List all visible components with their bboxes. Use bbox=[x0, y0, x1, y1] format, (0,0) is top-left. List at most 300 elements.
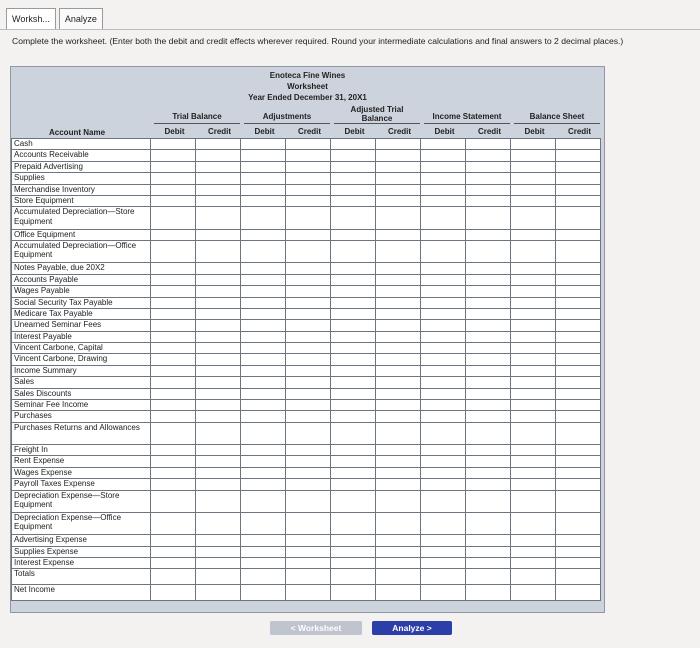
credit-input-cell[interactable] bbox=[556, 569, 601, 585]
credit-input-cell[interactable] bbox=[556, 150, 601, 161]
credit-input-cell[interactable] bbox=[466, 161, 511, 172]
credit-input-cell[interactable] bbox=[376, 388, 421, 399]
debit-input-cell[interactable] bbox=[331, 184, 376, 195]
credit-input-cell[interactable] bbox=[376, 585, 421, 601]
debit-input-cell[interactable] bbox=[331, 343, 376, 354]
debit-input-cell[interactable] bbox=[421, 512, 466, 534]
credit-input-cell[interactable] bbox=[376, 331, 421, 342]
debit-input-cell[interactable] bbox=[151, 343, 196, 354]
credit-input-cell[interactable] bbox=[466, 286, 511, 297]
debit-input-cell[interactable] bbox=[511, 456, 556, 467]
debit-input-cell[interactable] bbox=[511, 512, 556, 534]
credit-input-cell[interactable] bbox=[556, 241, 601, 263]
debit-input-cell[interactable] bbox=[151, 479, 196, 490]
credit-input-cell[interactable] bbox=[196, 343, 241, 354]
debit-input-cell[interactable] bbox=[151, 411, 196, 422]
debit-input-cell[interactable] bbox=[421, 241, 466, 263]
credit-input-cell[interactable] bbox=[466, 241, 511, 263]
debit-input-cell[interactable] bbox=[151, 535, 196, 546]
debit-input-cell[interactable] bbox=[331, 308, 376, 319]
credit-input-cell[interactable] bbox=[286, 297, 331, 308]
debit-input-cell[interactable] bbox=[421, 490, 466, 512]
credit-input-cell[interactable] bbox=[196, 422, 241, 444]
debit-input-cell[interactable] bbox=[241, 585, 286, 601]
credit-input-cell[interactable] bbox=[286, 377, 331, 388]
credit-input-cell[interactable] bbox=[196, 286, 241, 297]
debit-input-cell[interactable] bbox=[241, 445, 286, 456]
credit-input-cell[interactable] bbox=[196, 400, 241, 411]
credit-input-cell[interactable] bbox=[556, 354, 601, 365]
credit-input-cell[interactable] bbox=[196, 512, 241, 534]
debit-input-cell[interactable] bbox=[151, 297, 196, 308]
debit-input-cell[interactable] bbox=[241, 241, 286, 263]
credit-input-cell[interactable] bbox=[376, 150, 421, 161]
debit-input-cell[interactable] bbox=[331, 388, 376, 399]
credit-input-cell[interactable] bbox=[196, 365, 241, 376]
credit-input-cell[interactable] bbox=[196, 445, 241, 456]
credit-input-cell[interactable] bbox=[466, 308, 511, 319]
debit-input-cell[interactable] bbox=[511, 195, 556, 206]
debit-input-cell[interactable] bbox=[331, 286, 376, 297]
credit-input-cell[interactable] bbox=[466, 354, 511, 365]
debit-input-cell[interactable] bbox=[511, 343, 556, 354]
credit-input-cell[interactable] bbox=[286, 320, 331, 331]
debit-input-cell[interactable] bbox=[151, 195, 196, 206]
debit-input-cell[interactable] bbox=[241, 274, 286, 285]
credit-input-cell[interactable] bbox=[466, 195, 511, 206]
credit-input-cell[interactable] bbox=[556, 377, 601, 388]
credit-input-cell[interactable] bbox=[556, 490, 601, 512]
credit-input-cell[interactable] bbox=[466, 377, 511, 388]
debit-input-cell[interactable] bbox=[511, 263, 556, 274]
credit-input-cell[interactable] bbox=[286, 207, 331, 229]
credit-input-cell[interactable] bbox=[556, 558, 601, 569]
debit-input-cell[interactable] bbox=[241, 354, 286, 365]
credit-input-cell[interactable] bbox=[376, 241, 421, 263]
credit-input-cell[interactable] bbox=[196, 320, 241, 331]
credit-input-cell[interactable] bbox=[196, 150, 241, 161]
credit-input-cell[interactable] bbox=[286, 331, 331, 342]
credit-input-cell[interactable] bbox=[466, 297, 511, 308]
debit-input-cell[interactable] bbox=[421, 546, 466, 557]
debit-input-cell[interactable] bbox=[151, 139, 196, 150]
credit-input-cell[interactable] bbox=[376, 535, 421, 546]
debit-input-cell[interactable] bbox=[241, 195, 286, 206]
debit-input-cell[interactable] bbox=[241, 467, 286, 478]
credit-input-cell[interactable] bbox=[556, 173, 601, 184]
debit-input-cell[interactable] bbox=[421, 388, 466, 399]
credit-input-cell[interactable] bbox=[376, 274, 421, 285]
credit-input-cell[interactable] bbox=[556, 535, 601, 546]
credit-input-cell[interactable] bbox=[286, 229, 331, 240]
credit-input-cell[interactable] bbox=[556, 308, 601, 319]
debit-input-cell[interactable] bbox=[331, 467, 376, 478]
debit-input-cell[interactable] bbox=[241, 388, 286, 399]
debit-input-cell[interactable] bbox=[421, 229, 466, 240]
credit-input-cell[interactable] bbox=[556, 512, 601, 534]
credit-input-cell[interactable] bbox=[556, 297, 601, 308]
credit-input-cell[interactable] bbox=[196, 331, 241, 342]
debit-input-cell[interactable] bbox=[331, 558, 376, 569]
debit-input-cell[interactable] bbox=[241, 535, 286, 546]
credit-input-cell[interactable] bbox=[196, 467, 241, 478]
credit-input-cell[interactable] bbox=[466, 320, 511, 331]
credit-input-cell[interactable] bbox=[466, 411, 511, 422]
credit-input-cell[interactable] bbox=[196, 388, 241, 399]
debit-input-cell[interactable] bbox=[241, 456, 286, 467]
credit-input-cell[interactable] bbox=[376, 400, 421, 411]
credit-input-cell[interactable] bbox=[376, 422, 421, 444]
debit-input-cell[interactable] bbox=[421, 354, 466, 365]
debit-input-cell[interactable] bbox=[151, 241, 196, 263]
credit-input-cell[interactable] bbox=[556, 274, 601, 285]
credit-input-cell[interactable] bbox=[556, 422, 601, 444]
debit-input-cell[interactable] bbox=[511, 377, 556, 388]
credit-input-cell[interactable] bbox=[196, 297, 241, 308]
debit-input-cell[interactable] bbox=[511, 139, 556, 150]
debit-input-cell[interactable] bbox=[421, 445, 466, 456]
credit-input-cell[interactable] bbox=[466, 139, 511, 150]
credit-input-cell[interactable] bbox=[196, 161, 241, 172]
debit-input-cell[interactable] bbox=[151, 365, 196, 376]
previous-worksheet-button[interactable]: < Worksheet bbox=[270, 621, 362, 635]
credit-input-cell[interactable] bbox=[466, 331, 511, 342]
credit-input-cell[interactable] bbox=[196, 479, 241, 490]
credit-input-cell[interactable] bbox=[556, 445, 601, 456]
debit-input-cell[interactable] bbox=[241, 139, 286, 150]
credit-input-cell[interactable] bbox=[196, 139, 241, 150]
debit-input-cell[interactable] bbox=[331, 512, 376, 534]
credit-input-cell[interactable] bbox=[286, 388, 331, 399]
credit-input-cell[interactable] bbox=[556, 184, 601, 195]
debit-input-cell[interactable] bbox=[421, 274, 466, 285]
debit-input-cell[interactable] bbox=[331, 585, 376, 601]
credit-input-cell[interactable] bbox=[556, 400, 601, 411]
credit-input-cell[interactable] bbox=[466, 263, 511, 274]
credit-input-cell[interactable] bbox=[376, 456, 421, 467]
credit-input-cell[interactable] bbox=[556, 411, 601, 422]
debit-input-cell[interactable] bbox=[331, 161, 376, 172]
credit-input-cell[interactable] bbox=[556, 195, 601, 206]
debit-input-cell[interactable] bbox=[331, 546, 376, 557]
debit-input-cell[interactable] bbox=[421, 343, 466, 354]
debit-input-cell[interactable] bbox=[151, 207, 196, 229]
debit-input-cell[interactable] bbox=[241, 297, 286, 308]
credit-input-cell[interactable] bbox=[286, 569, 331, 585]
debit-input-cell[interactable] bbox=[331, 207, 376, 229]
credit-input-cell[interactable] bbox=[286, 512, 331, 534]
credit-input-cell[interactable] bbox=[376, 308, 421, 319]
credit-input-cell[interactable] bbox=[376, 377, 421, 388]
credit-input-cell[interactable] bbox=[196, 456, 241, 467]
debit-input-cell[interactable] bbox=[241, 161, 286, 172]
credit-input-cell[interactable] bbox=[376, 512, 421, 534]
credit-input-cell[interactable] bbox=[466, 490, 511, 512]
debit-input-cell[interactable] bbox=[151, 263, 196, 274]
credit-input-cell[interactable] bbox=[286, 456, 331, 467]
credit-input-cell[interactable] bbox=[286, 558, 331, 569]
credit-input-cell[interactable] bbox=[556, 331, 601, 342]
debit-input-cell[interactable] bbox=[421, 139, 466, 150]
credit-input-cell[interactable] bbox=[556, 546, 601, 557]
debit-input-cell[interactable] bbox=[151, 388, 196, 399]
credit-input-cell[interactable] bbox=[466, 388, 511, 399]
credit-input-cell[interactable] bbox=[196, 558, 241, 569]
debit-input-cell[interactable] bbox=[511, 184, 556, 195]
credit-input-cell[interactable] bbox=[556, 320, 601, 331]
debit-input-cell[interactable] bbox=[511, 411, 556, 422]
credit-input-cell[interactable] bbox=[376, 320, 421, 331]
debit-input-cell[interactable] bbox=[151, 377, 196, 388]
debit-input-cell[interactable] bbox=[241, 365, 286, 376]
tab-worksheet[interactable]: Worksh... bbox=[6, 8, 56, 30]
credit-input-cell[interactable] bbox=[556, 456, 601, 467]
debit-input-cell[interactable] bbox=[511, 274, 556, 285]
credit-input-cell[interactable] bbox=[286, 365, 331, 376]
debit-input-cell[interactable] bbox=[511, 229, 556, 240]
debit-input-cell[interactable] bbox=[331, 445, 376, 456]
debit-input-cell[interactable] bbox=[331, 400, 376, 411]
credit-input-cell[interactable] bbox=[286, 535, 331, 546]
debit-input-cell[interactable] bbox=[331, 354, 376, 365]
debit-input-cell[interactable] bbox=[151, 512, 196, 534]
debit-input-cell[interactable] bbox=[151, 445, 196, 456]
credit-input-cell[interactable] bbox=[286, 400, 331, 411]
credit-input-cell[interactable] bbox=[286, 150, 331, 161]
credit-input-cell[interactable] bbox=[556, 343, 601, 354]
credit-input-cell[interactable] bbox=[466, 274, 511, 285]
debit-input-cell[interactable] bbox=[421, 173, 466, 184]
debit-input-cell[interactable] bbox=[511, 422, 556, 444]
credit-input-cell[interactable] bbox=[286, 546, 331, 557]
credit-input-cell[interactable] bbox=[376, 479, 421, 490]
credit-input-cell[interactable] bbox=[466, 422, 511, 444]
debit-input-cell[interactable] bbox=[151, 331, 196, 342]
debit-input-cell[interactable] bbox=[421, 150, 466, 161]
debit-input-cell[interactable] bbox=[511, 207, 556, 229]
debit-input-cell[interactable] bbox=[331, 411, 376, 422]
debit-input-cell[interactable] bbox=[511, 467, 556, 478]
debit-input-cell[interactable] bbox=[151, 320, 196, 331]
debit-input-cell[interactable] bbox=[421, 161, 466, 172]
credit-input-cell[interactable] bbox=[286, 173, 331, 184]
debit-input-cell[interactable] bbox=[421, 195, 466, 206]
debit-input-cell[interactable] bbox=[421, 456, 466, 467]
debit-input-cell[interactable] bbox=[331, 365, 376, 376]
debit-input-cell[interactable] bbox=[511, 354, 556, 365]
debit-input-cell[interactable] bbox=[151, 184, 196, 195]
credit-input-cell[interactable] bbox=[196, 263, 241, 274]
credit-input-cell[interactable] bbox=[196, 490, 241, 512]
debit-input-cell[interactable] bbox=[151, 558, 196, 569]
debit-input-cell[interactable] bbox=[421, 479, 466, 490]
debit-input-cell[interactable] bbox=[511, 308, 556, 319]
tab-analyze[interactable]: Analyze bbox=[59, 8, 103, 30]
credit-input-cell[interactable] bbox=[286, 490, 331, 512]
debit-input-cell[interactable] bbox=[241, 331, 286, 342]
credit-input-cell[interactable] bbox=[466, 569, 511, 585]
credit-input-cell[interactable] bbox=[556, 161, 601, 172]
debit-input-cell[interactable] bbox=[421, 365, 466, 376]
credit-input-cell[interactable] bbox=[286, 139, 331, 150]
credit-input-cell[interactable] bbox=[556, 263, 601, 274]
credit-input-cell[interactable] bbox=[556, 585, 601, 601]
credit-input-cell[interactable] bbox=[196, 274, 241, 285]
debit-input-cell[interactable] bbox=[331, 173, 376, 184]
credit-input-cell[interactable] bbox=[196, 173, 241, 184]
credit-input-cell[interactable] bbox=[376, 263, 421, 274]
credit-input-cell[interactable] bbox=[286, 263, 331, 274]
credit-input-cell[interactable] bbox=[286, 286, 331, 297]
debit-input-cell[interactable] bbox=[151, 400, 196, 411]
credit-input-cell[interactable] bbox=[286, 195, 331, 206]
debit-input-cell[interactable] bbox=[331, 331, 376, 342]
debit-input-cell[interactable] bbox=[511, 585, 556, 601]
credit-input-cell[interactable] bbox=[466, 558, 511, 569]
debit-input-cell[interactable] bbox=[241, 150, 286, 161]
credit-input-cell[interactable] bbox=[376, 343, 421, 354]
credit-input-cell[interactable] bbox=[196, 195, 241, 206]
credit-input-cell[interactable] bbox=[196, 569, 241, 585]
credit-input-cell[interactable] bbox=[376, 445, 421, 456]
credit-input-cell[interactable] bbox=[286, 479, 331, 490]
debit-input-cell[interactable] bbox=[511, 535, 556, 546]
credit-input-cell[interactable] bbox=[376, 184, 421, 195]
debit-input-cell[interactable] bbox=[511, 173, 556, 184]
debit-input-cell[interactable] bbox=[421, 207, 466, 229]
credit-input-cell[interactable] bbox=[286, 354, 331, 365]
credit-input-cell[interactable] bbox=[376, 161, 421, 172]
credit-input-cell[interactable] bbox=[286, 161, 331, 172]
credit-input-cell[interactable] bbox=[466, 456, 511, 467]
debit-input-cell[interactable] bbox=[151, 585, 196, 601]
debit-input-cell[interactable] bbox=[421, 184, 466, 195]
credit-input-cell[interactable] bbox=[376, 365, 421, 376]
debit-input-cell[interactable] bbox=[241, 558, 286, 569]
debit-input-cell[interactable] bbox=[511, 388, 556, 399]
debit-input-cell[interactable] bbox=[511, 365, 556, 376]
debit-input-cell[interactable] bbox=[511, 400, 556, 411]
debit-input-cell[interactable] bbox=[331, 195, 376, 206]
credit-input-cell[interactable] bbox=[376, 286, 421, 297]
credit-input-cell[interactable] bbox=[376, 411, 421, 422]
debit-input-cell[interactable] bbox=[511, 241, 556, 263]
credit-input-cell[interactable] bbox=[286, 445, 331, 456]
debit-input-cell[interactable] bbox=[241, 286, 286, 297]
debit-input-cell[interactable] bbox=[331, 422, 376, 444]
credit-input-cell[interactable] bbox=[196, 184, 241, 195]
credit-input-cell[interactable] bbox=[556, 286, 601, 297]
debit-input-cell[interactable] bbox=[331, 377, 376, 388]
credit-input-cell[interactable] bbox=[466, 207, 511, 229]
credit-input-cell[interactable] bbox=[376, 546, 421, 557]
debit-input-cell[interactable] bbox=[421, 320, 466, 331]
debit-input-cell[interactable] bbox=[241, 184, 286, 195]
credit-input-cell[interactable] bbox=[376, 354, 421, 365]
credit-input-cell[interactable] bbox=[196, 585, 241, 601]
credit-input-cell[interactable] bbox=[466, 479, 511, 490]
credit-input-cell[interactable] bbox=[556, 229, 601, 240]
debit-input-cell[interactable] bbox=[241, 263, 286, 274]
credit-input-cell[interactable] bbox=[376, 490, 421, 512]
credit-input-cell[interactable] bbox=[196, 241, 241, 263]
debit-input-cell[interactable] bbox=[151, 308, 196, 319]
credit-input-cell[interactable] bbox=[466, 445, 511, 456]
credit-input-cell[interactable] bbox=[466, 343, 511, 354]
debit-input-cell[interactable] bbox=[151, 546, 196, 557]
debit-input-cell[interactable] bbox=[241, 490, 286, 512]
debit-input-cell[interactable] bbox=[331, 263, 376, 274]
credit-input-cell[interactable] bbox=[466, 173, 511, 184]
debit-input-cell[interactable] bbox=[331, 241, 376, 263]
debit-input-cell[interactable] bbox=[421, 585, 466, 601]
credit-input-cell[interactable] bbox=[286, 274, 331, 285]
debit-input-cell[interactable] bbox=[151, 467, 196, 478]
debit-input-cell[interactable] bbox=[241, 207, 286, 229]
debit-input-cell[interactable] bbox=[331, 229, 376, 240]
debit-input-cell[interactable] bbox=[151, 173, 196, 184]
credit-input-cell[interactable] bbox=[376, 207, 421, 229]
debit-input-cell[interactable] bbox=[511, 569, 556, 585]
debit-input-cell[interactable] bbox=[331, 479, 376, 490]
debit-input-cell[interactable] bbox=[421, 422, 466, 444]
credit-input-cell[interactable] bbox=[466, 512, 511, 534]
credit-input-cell[interactable] bbox=[556, 467, 601, 478]
debit-input-cell[interactable] bbox=[511, 558, 556, 569]
debit-input-cell[interactable] bbox=[421, 331, 466, 342]
debit-input-cell[interactable] bbox=[151, 569, 196, 585]
debit-input-cell[interactable] bbox=[421, 286, 466, 297]
debit-input-cell[interactable] bbox=[151, 286, 196, 297]
debit-input-cell[interactable] bbox=[151, 229, 196, 240]
debit-input-cell[interactable] bbox=[511, 161, 556, 172]
credit-input-cell[interactable] bbox=[196, 546, 241, 557]
debit-input-cell[interactable] bbox=[241, 173, 286, 184]
credit-input-cell[interactable] bbox=[376, 558, 421, 569]
debit-input-cell[interactable] bbox=[151, 161, 196, 172]
credit-input-cell[interactable] bbox=[466, 585, 511, 601]
debit-input-cell[interactable] bbox=[511, 297, 556, 308]
debit-input-cell[interactable] bbox=[151, 456, 196, 467]
credit-input-cell[interactable] bbox=[286, 422, 331, 444]
credit-input-cell[interactable] bbox=[556, 139, 601, 150]
debit-input-cell[interactable] bbox=[241, 411, 286, 422]
credit-input-cell[interactable] bbox=[286, 343, 331, 354]
credit-input-cell[interactable] bbox=[466, 400, 511, 411]
credit-input-cell[interactable] bbox=[376, 569, 421, 585]
credit-input-cell[interactable] bbox=[466, 467, 511, 478]
credit-input-cell[interactable] bbox=[196, 377, 241, 388]
debit-input-cell[interactable] bbox=[511, 490, 556, 512]
credit-input-cell[interactable] bbox=[286, 585, 331, 601]
credit-input-cell[interactable] bbox=[196, 535, 241, 546]
debit-input-cell[interactable] bbox=[331, 274, 376, 285]
credit-input-cell[interactable] bbox=[286, 411, 331, 422]
debit-input-cell[interactable] bbox=[421, 308, 466, 319]
credit-input-cell[interactable] bbox=[556, 479, 601, 490]
credit-input-cell[interactable] bbox=[556, 388, 601, 399]
debit-input-cell[interactable] bbox=[331, 490, 376, 512]
credit-input-cell[interactable] bbox=[466, 229, 511, 240]
credit-input-cell[interactable] bbox=[466, 365, 511, 376]
debit-input-cell[interactable] bbox=[331, 150, 376, 161]
debit-input-cell[interactable] bbox=[241, 377, 286, 388]
debit-input-cell[interactable] bbox=[151, 274, 196, 285]
credit-input-cell[interactable] bbox=[556, 207, 601, 229]
credit-input-cell[interactable] bbox=[196, 207, 241, 229]
credit-input-cell[interactable] bbox=[196, 229, 241, 240]
credit-input-cell[interactable] bbox=[466, 150, 511, 161]
